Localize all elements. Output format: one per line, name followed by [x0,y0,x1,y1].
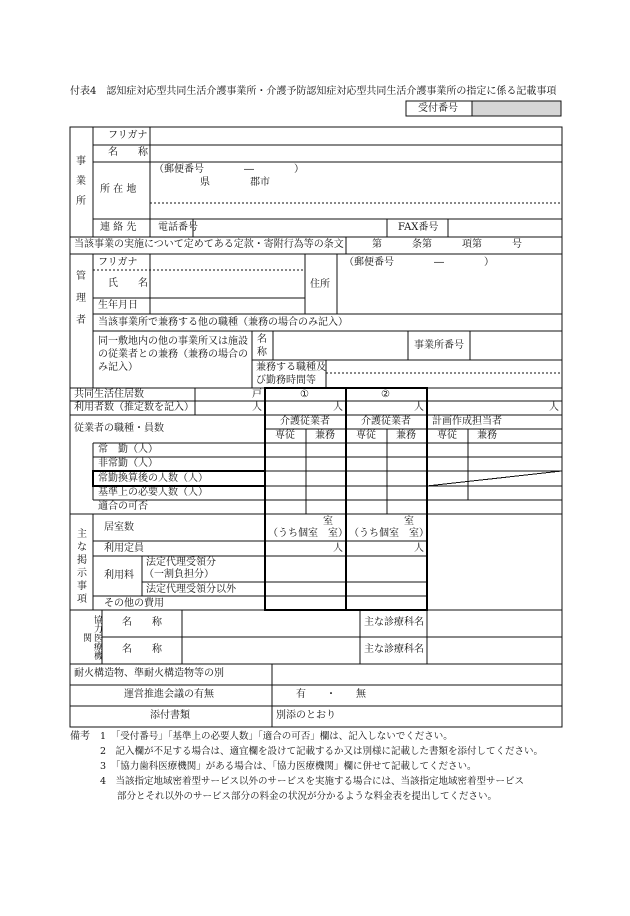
note-1: 1 「受付番号」「基準上の必要人数」「適合の可否」欄は、記入しないでください。 [100,731,453,742]
users-unit-0: 人 [252,402,262,413]
fee-other-label: 法定代理受領分以外 [146,584,236,595]
manager-address-label: 住所 [310,279,330,290]
fte-label: 常勤換算後の人数（人） [98,473,208,484]
full-label-1: 専従 [275,430,295,441]
fee-proxy-sub-label: （一割負担分） [144,569,214,580]
full-label-2: 専従 [356,430,376,441]
manager-postal: （郵便番号 ― ） [344,257,494,268]
manager-section-label: 管理者 [76,271,86,326]
room-unit-1: 室 [323,516,333,527]
notes-heading: 備考 [70,731,90,742]
unit-2-label: ② [381,389,390,400]
office-postal: （郵便番号 ― ） [154,164,304,175]
manager-other-job-label: 当該事業所で兼務する他の職種（兼務の場合のみ記入） [98,317,348,328]
care-staff-label-2: 介護従業者 [361,416,411,427]
room-unit-2: 室 [404,516,414,527]
dual-label-1: 兼務 [315,430,335,441]
required-label: 基準上の必要人数（人） [98,487,208,498]
dual-label-2: 兼務 [396,430,416,441]
note-2: 2 記入欄が不足する場合は、適宜欄を設けて記載するか又は別様に記載した書類を添付してください。 [100,746,544,757]
office-furigana-label: フリガナ [108,130,148,141]
note-4b: 部分とそれ以外のサービス部分の料金の状況が分かるような料金表を提出してください。 [117,791,498,802]
office-contact-label: 連 絡 先 [100,222,137,233]
capacity-label: 利用定員 [104,543,144,554]
meeting-label: 運営推進会議の有無 [124,689,214,700]
office-name-label: 名 称 [108,147,148,158]
concurrent-duty-label: 兼務する職種及び勤務時間等 [256,362,326,386]
part-time-label: 非常勤（人） [98,458,158,469]
note-3: 3 「協力歯科医療機関」がある場合は、「協力医療機関」欄に併せて記載してください。 [100,761,477,772]
private-room-2: （うち個室 室） [349,528,429,539]
users-label: 利用者数（推定数を記入） [74,402,194,413]
receipt-label: 受付番号 [418,103,458,114]
manager-dob-label: 生年月日 [98,300,138,311]
medical-dept-label-2: 主な診療科名 [364,644,424,655]
facility-section-label: 主な掲示事項 [77,529,87,605]
manager-concurrent-label: 同一敷地内の他の事業所又は施設の従業者との兼務（兼務の場合のみ記入） [98,336,248,373]
manager-name-label: 氏 名 [108,278,148,289]
users-unit-3: 人 [549,402,559,413]
attach-label: 添付書類 [150,710,190,721]
office-section-label: 事業所 [76,156,86,207]
concurrent-office-no-label: 事業所番号 [414,340,464,351]
compliance-label: 適合の可否 [98,501,148,512]
medical-dept-label-1: 主な診療科名 [364,617,424,628]
articles-value: 第 条第 項第 号 [372,239,522,250]
fee-label: 利用料 [104,570,134,581]
form-title: 付表4 認知症対応型共同生活介護事業所・介護予防認知症対応型共同生活介護事業所の指定に係る記載事項 [70,86,557,97]
users-unit-1: 人 [333,402,343,413]
fire-structure-label: 耐火構造物、準耐火構造物等の別 [74,668,224,679]
articles-label: 当該事業の実施について定めてある定款・寄附行為等の条文 [74,239,344,250]
capacity-unit-2: 人 [414,543,424,554]
attach-value: 別添のとおり [276,710,336,721]
medical-name-label-2: 名 称 [122,644,162,655]
dual-label-3: 兼務 [477,430,497,441]
users-unit-2: 人 [414,402,424,413]
concurrent-office-name-label: 名称 [257,334,267,358]
office-fax-label: FAX番号 [398,222,439,233]
office-address-label: 所 在 地 [100,184,137,195]
private-room-1: （うち個室 室） [268,528,348,539]
planner-label: 計画作成担当者 [432,416,502,427]
staff-label: 従業者の職種・員数 [74,423,164,434]
rooms-label: 居室数 [104,522,134,533]
office-pref-city: 県 郡市 [200,177,270,188]
regular-label: 常 勤（人） [98,444,158,455]
units-suffix: 戸 [252,389,262,400]
fee-proxy-label: 法定代理受領分 [146,557,216,568]
medical-section-label: 協力医療機関 [81,614,102,660]
capacity-unit-1: 人 [333,543,343,554]
manager-furigana-label: フリガナ [98,257,138,268]
meeting-value: 有 ・ 無 [296,689,366,700]
note-4a: 4 当該指定地域密着型サービス以外のサービスを実施する場合には、当該指定地域密着型サービス [100,776,525,787]
full-label-3: 専従 [437,430,457,441]
care-staff-label-1: 介護従業者 [280,416,330,427]
units-label: 共同生活住居数 [74,389,144,400]
medical-name-label-1: 名 称 [122,617,162,628]
office-tel-label: 電話番号 [158,222,198,233]
unit-1-label: ① [300,389,309,400]
other-cost-label: その他の費用 [104,598,164,609]
